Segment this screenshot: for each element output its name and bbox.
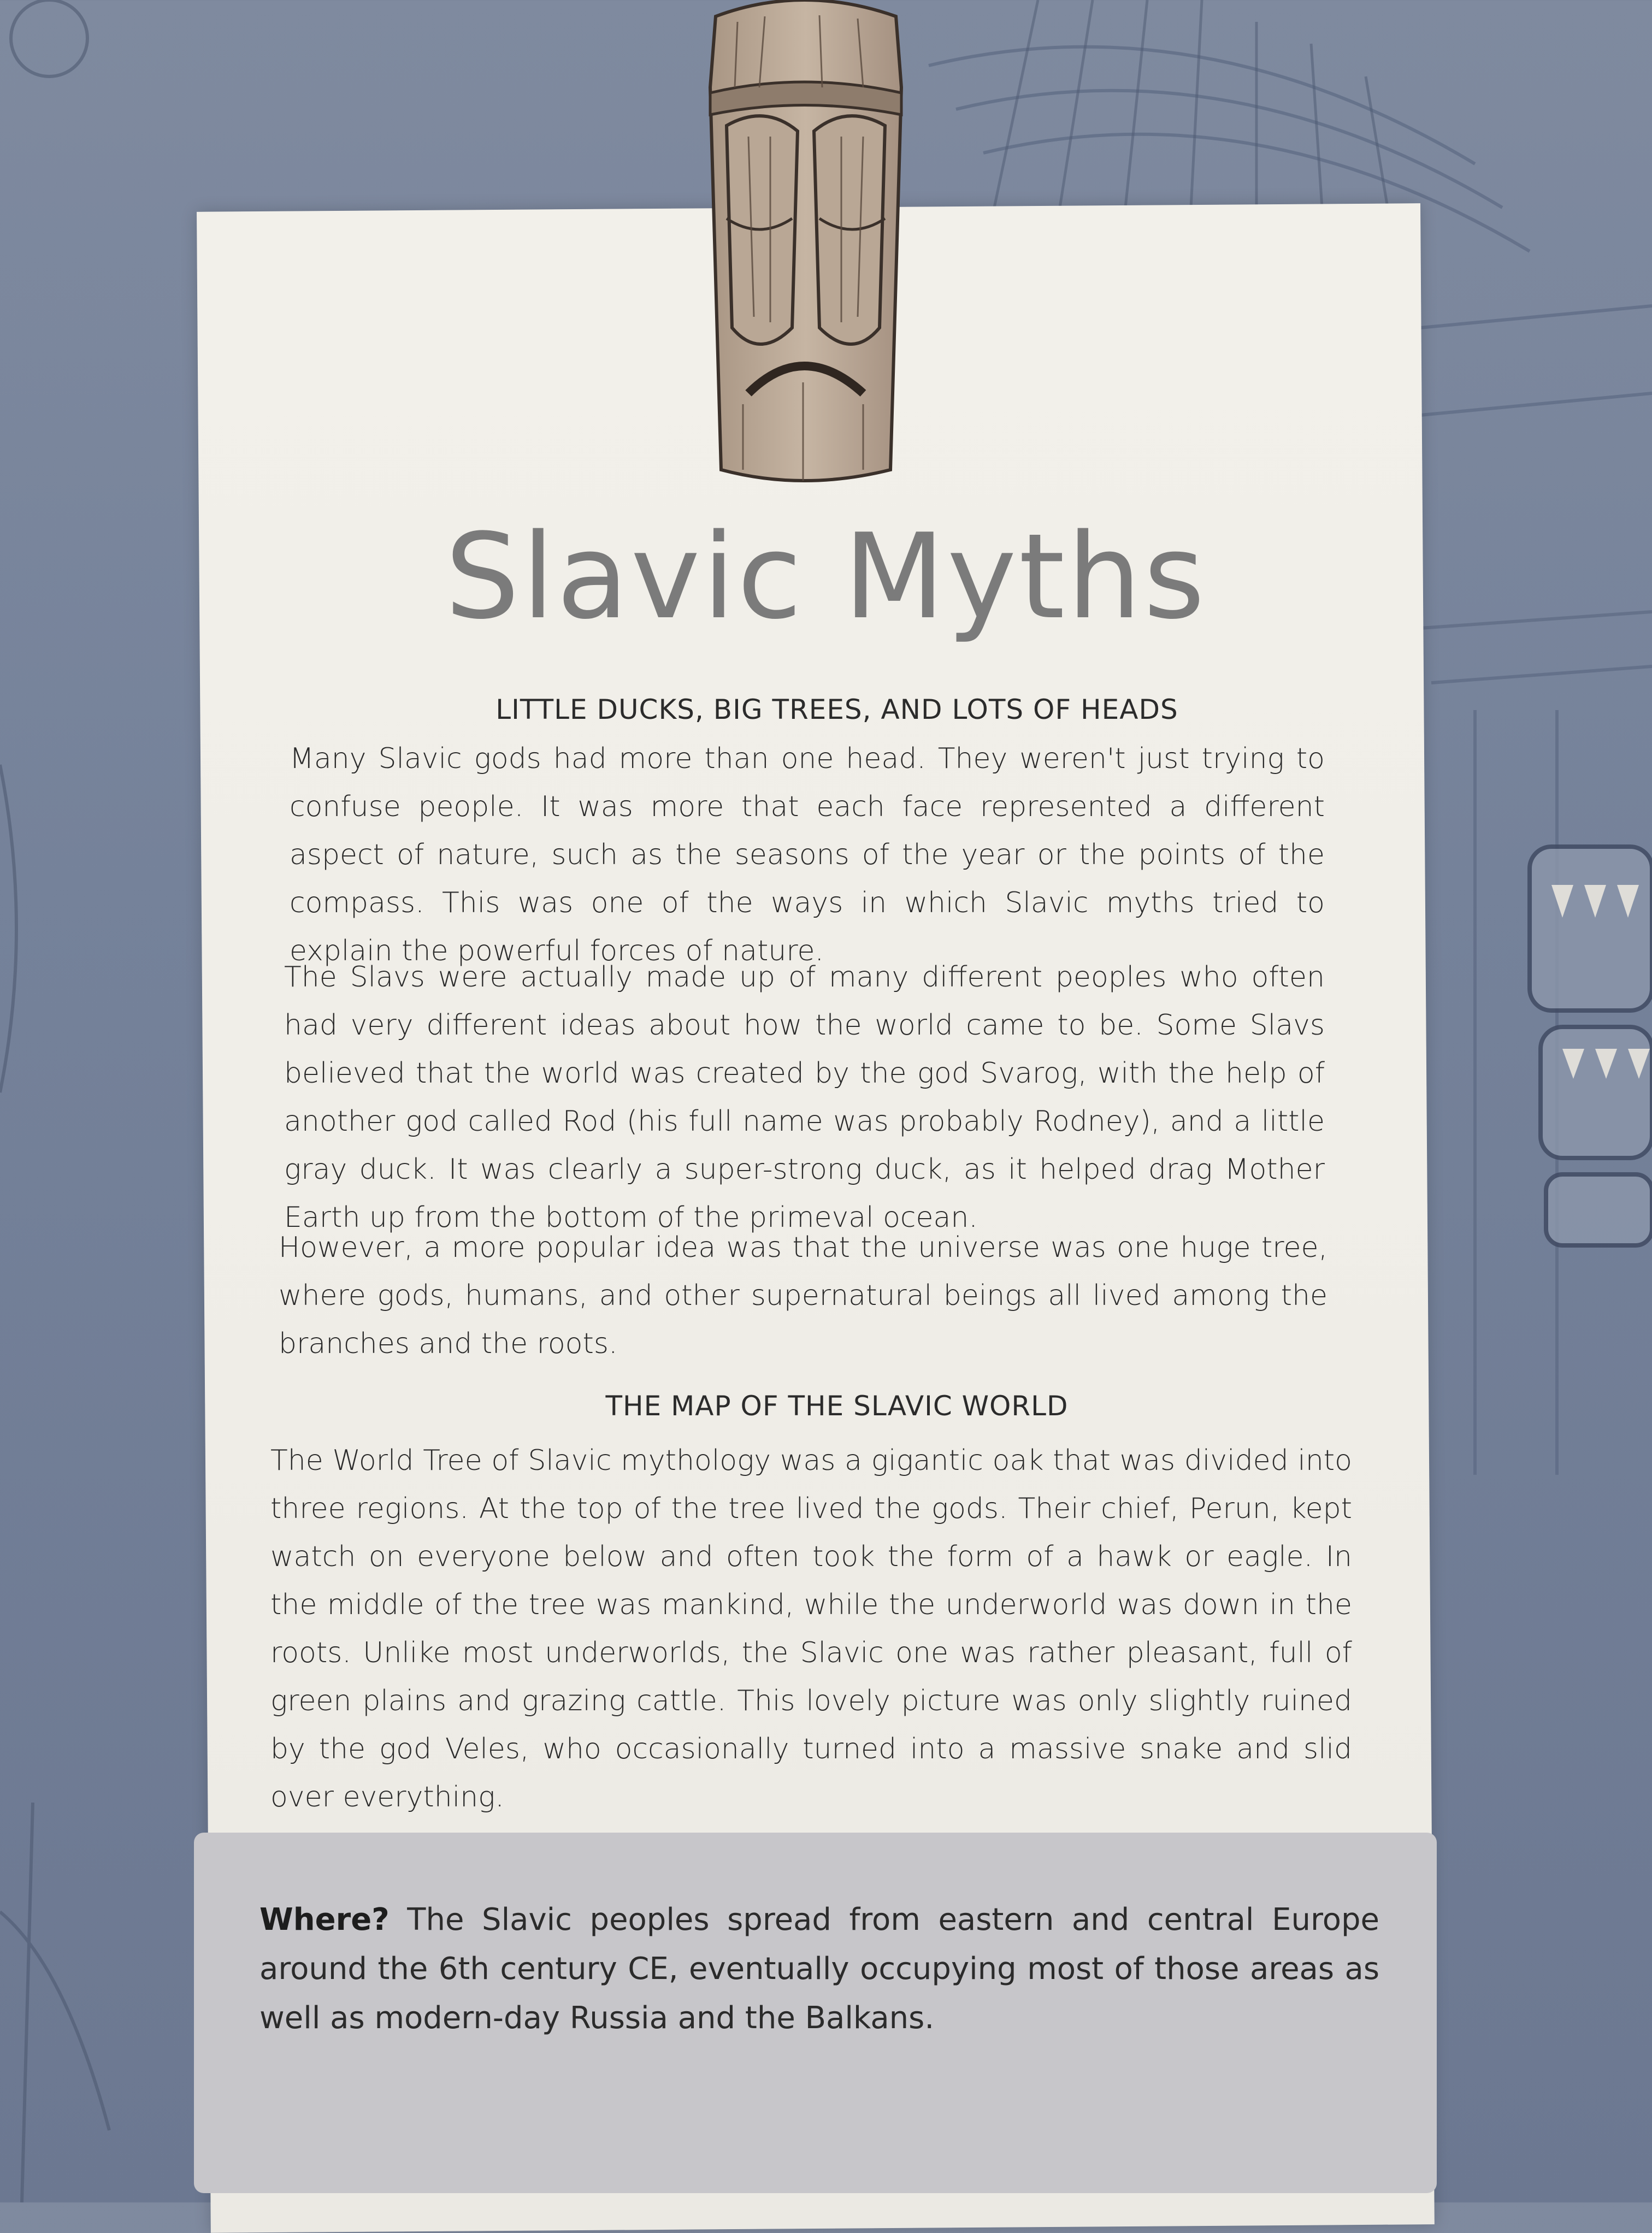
paragraph-heads: Many Slavic gods had more than one head. They weren't just trying to confuse people. It was more that each face represented a different aspect of nature, such as the seasons of the year or the points of the compass. This was one of the ways in which Slavic myths tried to explain the powerful forces of nature. <box>290 742 1325 967</box>
wooden-idol-illustration <box>683 0 929 492</box>
paragraph-world-tree: However, a more popular idea was that the universe was one huge tree, where gods, humans, and other supernatural beings all lived among the branches and the roots. <box>279 1231 1328 1360</box>
page-title: Slavic Myths <box>445 508 1207 645</box>
where-description: The Slavic peoples spread from eastern and central Europe around the 6th century CE, eventually occupying most of those areas as well as modern-day Russia and the Balkans. <box>259 1902 1379 2036</box>
where-callout-text <box>259 1895 1379 2043</box>
where-label: Where? <box>259 1902 390 1937</box>
section-heading-ducks: LITTLE DUCKS, BIG TREES, AND LOTS OF HEADS <box>495 694 1178 725</box>
section-heading-map: THE MAP OF THE SLAVIC WORLD <box>605 1390 1069 1422</box>
paragraph-slavic-world: The World Tree of Slavic mythology was a gigantic oak that was divided into three regions. At the top of the tree lived the gods. Their chief, Perun, kept watch on everyone below and often took the form of a hawk or eagle. In the middle of the tree was mankind, while the underworld was down in the roots. Unlike most underworlds, the Slavic one was rather pleasant, full of green plains and grazing cattle. This lovely picture was only slightly ruined by the god Veles, who occasionally turned into a massive snake and slid over everything. <box>270 1444 1352 1813</box>
paragraph-creation: The Slavs were actually made up of many different peoples who often had very different ideas about how the world came to be. Some Slavs believed that the world was created by the god Svarog, with the help of another god called Rod (his full name was probably Rodney), and a little gray duck. It was clearly a super-strong duck, as it helped drag Mother Earth up from the bottom of the primeval ocean. <box>284 961 1325 1234</box>
